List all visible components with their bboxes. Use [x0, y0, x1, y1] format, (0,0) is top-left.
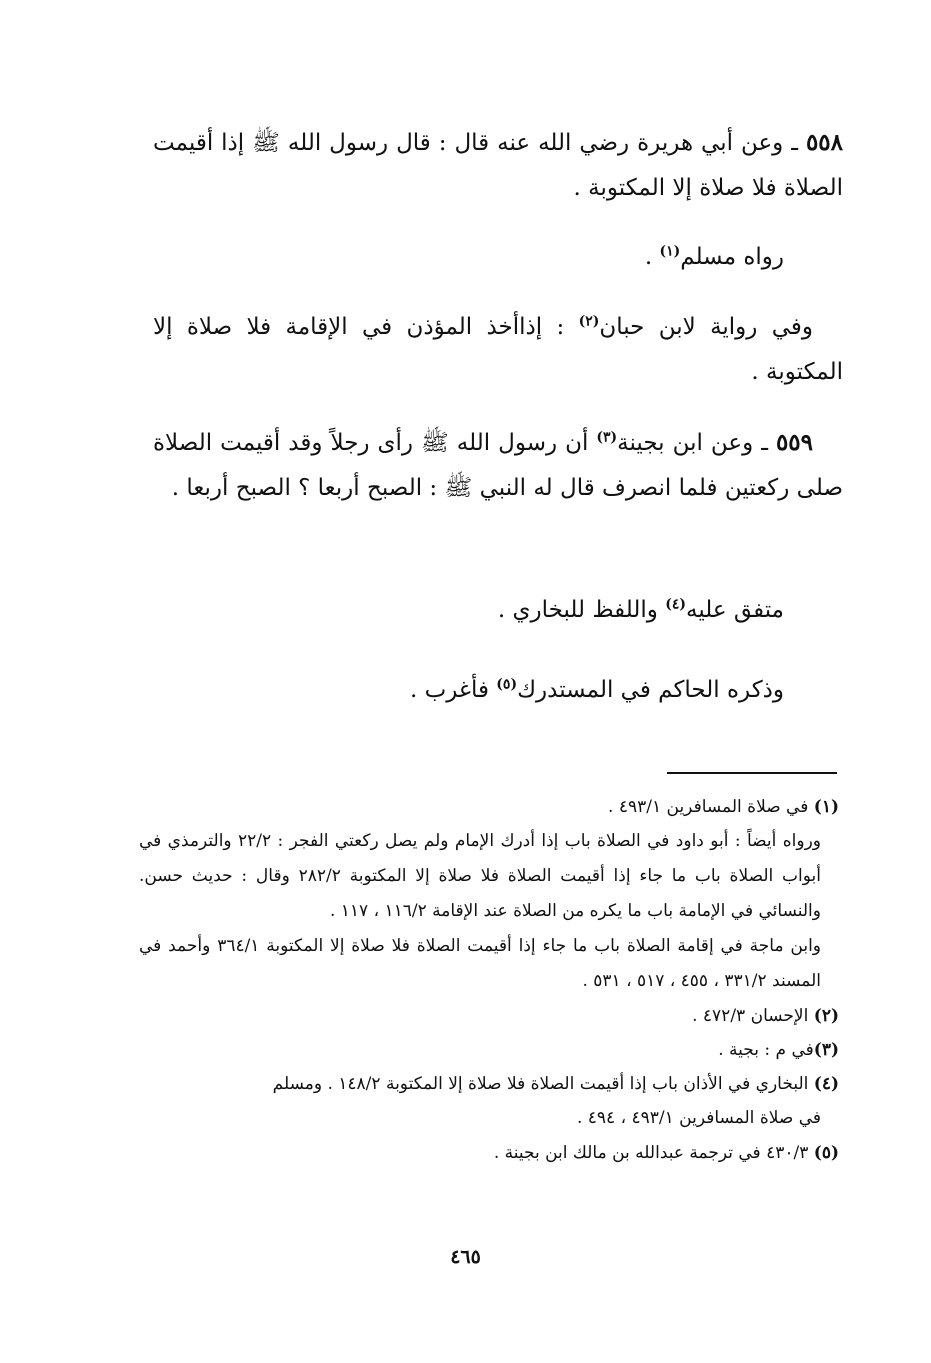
footnote-ref-3: (٣) [596, 429, 618, 446]
footnote-ref-1: (١) [659, 243, 681, 260]
footnote-1-continuation-2: وابن ماجة في إقامة الصلاة باب ما جاء إذا أقيمت الصلاة فلا صلاة إلا المكتوبة ٣٦٤/١ وأحمد في المسند ٣٣١/٢ ، ٤٥٥ ، ٥١٧ ، ٥٣١ . [139, 936, 822, 991]
narration-lead: وفي رواية لابن حبان [599, 314, 813, 340]
agreed-text: واللفظ للبخاري . [497, 597, 666, 623]
footnote-number: (٥) [813, 1143, 839, 1163]
hadith-text: ـ وعن أبي هريرة رضي الله عنه قال : قال رسول الله ﷺ إذا أقيمت الصلاة فلا صلاة إلا المكتوبة . [153, 130, 843, 201]
footnote-text: الإحسان ٤٧٢/٣ . [692, 1006, 814, 1026]
footnote-ref-5: (٥) [496, 676, 518, 693]
hadith-number: ٥٥٨ [805, 129, 843, 156]
narration-tail: . [644, 244, 660, 270]
agreed-upon [94, 588, 784, 633]
hadith-559 [153, 420, 843, 511]
footnote-number: (٣) [813, 1040, 839, 1060]
footnote-1 [139, 790, 839, 824]
footnote-4-continuation: في صلاة المسافرين ٤٩٣/١ ، ٤٩٤ . [576, 1108, 821, 1128]
footnote-text: البخاري في الأذان باب إذا أقيمت الصلاة فلا صلاة إلا المكتوبة ١٤٨/٢ . ومسلم [272, 1074, 814, 1094]
footnote-number: (١) [813, 797, 839, 817]
narration-text: رواه مسلم [680, 244, 784, 270]
hadith-number: ٥٥٩ [775, 429, 813, 456]
hadith-558 [153, 120, 843, 211]
footnote-5 [139, 1136, 839, 1170]
page-number: ٤٦٥ [450, 1246, 481, 1268]
hakim-note [94, 668, 784, 713]
footnote-number: (٢) [813, 1006, 839, 1026]
footnote-ref-2: (٢) [578, 313, 600, 330]
footnote-text: في صلاة المسافرين ٤٩٣/١ . [608, 797, 814, 817]
footnote-1-continuation: ورواه أيضاً : أبو داود في الصلاة باب إذا أدرك الإمام ولم يصل ركعتي الفجر : ٢٢/٢ والترمذي في أبواب الصلاة باب ما جاء إذا أقيمت الصلاة فلا صلاة إلا المكتوبة ٢٨٢/٢ وقال : حديث حسن. والنسائي في الإمامة باب ما يكره من الصلاة عند الإقامة ١١٦/٢ ، ١١٧ . [139, 831, 821, 921]
hakim-lead: وذكره الحاكم في المستدرك [517, 677, 784, 703]
footnote-separator [667, 772, 837, 774]
footnote-3 [139, 1033, 839, 1067]
narration-muslim [94, 235, 784, 280]
footnote-2 [139, 999, 839, 1033]
footnote-text: ٤٣٠/٣ في ترجمة عبدالله بن مالك ابن بجينة . [493, 1143, 814, 1163]
footnote-text: في م : بجية . [718, 1040, 814, 1060]
hadith-lead: ـ وعن ابن بجينة [617, 430, 768, 456]
footnote-ref-4: (٤) [665, 596, 686, 613]
hakim-text: فأغرب . [409, 677, 497, 703]
ibn-hibban-narration [153, 305, 843, 395]
hadith-text: أن رسول الله ﷺ رأى رجلاً وقد أقيمت الصلاة صلى ركعتين فلما انصرف قال له النبي ﷺ : الصبح أربعا ؟ الصبح أربعا . [153, 430, 843, 501]
narration-text: : إذاأخذ المؤذن في الإقامة فلا صلاة إلا المكتوبة . [153, 314, 843, 385]
footnotes [139, 790, 839, 1170]
footnote-number: (٤) [813, 1074, 839, 1094]
footnote-4 [139, 1067, 839, 1101]
agreed-lead: متفق عليه [686, 597, 784, 623]
